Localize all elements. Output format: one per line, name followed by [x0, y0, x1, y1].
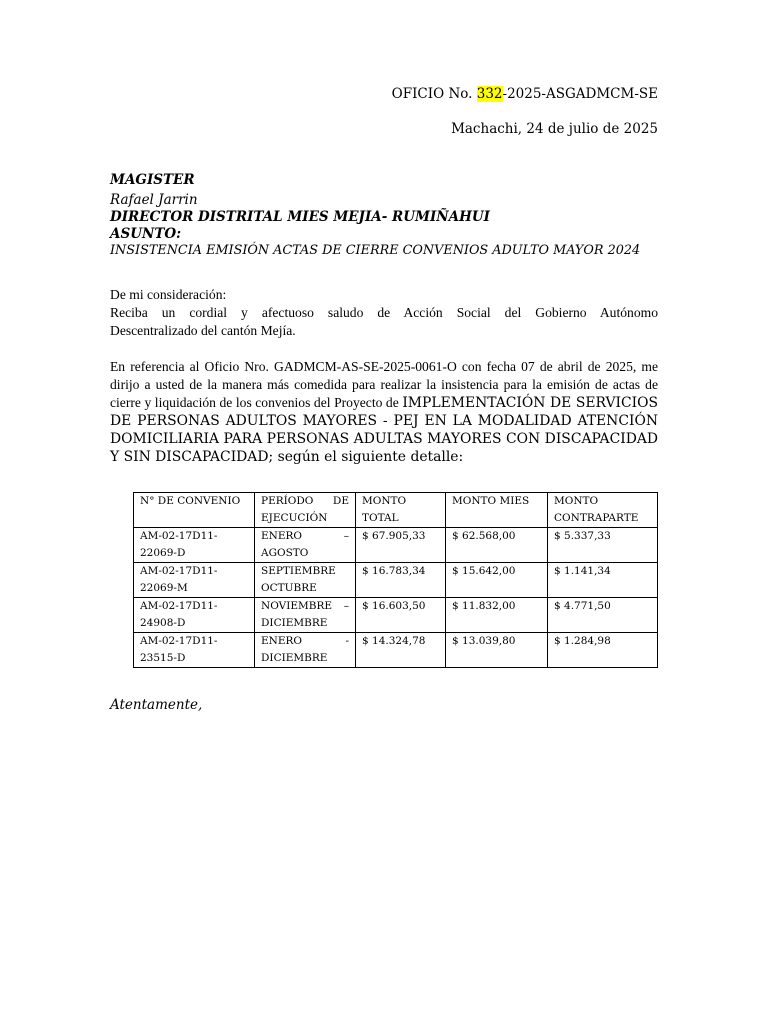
ref-prefix: OFICIO No. [391, 86, 477, 102]
cell-mies: $ 15.642,00 [446, 563, 548, 598]
table-row [134, 563, 658, 598]
date-line: Machachi, 24 de julio de 2025 [451, 121, 658, 137]
cell-counterpart: $ 4.771,50 [548, 598, 658, 633]
office-reference [392, 86, 658, 102]
cell-period: ENERO – AGOSTO [255, 528, 356, 563]
greeting-line-1: Reciba un cordial y afectuoso saludo de Acción Social del Gobierno Autónomo [110, 305, 658, 320]
cell-agreement-number: AM-02-17D11-22069-M [134, 563, 255, 598]
salutation: De mi consideración: [110, 287, 227, 302]
closing-text: Atentamente, [110, 697, 203, 713]
cell-total: $ 16.783,34 [356, 563, 446, 598]
cell-counterpart: $ 1.141,34 [548, 563, 658, 598]
cell-total: $ 14.324,78 [356, 633, 446, 668]
cell-mies: $ 13.039,80 [446, 633, 548, 668]
ref-suffix: -2025-ASGADMCM-SE [502, 86, 658, 102]
cell-agreement-number: AM-02-17D11-23515-D [134, 633, 255, 668]
table-header-row [134, 493, 658, 528]
greeting-paragraph [110, 286, 658, 340]
reference-text: En referencia al Oficio Nro. GADMCM-AS-SE-2025-0061-O con fecha 07 de abril de 2025, me dirijo a usted de la manera más comedida para realizar la insistencia para la emisión de actas de cierre y liquidación de los convenios del Proyecto de [110, 359, 658, 410]
table-row [134, 528, 658, 563]
greeting-line-2: Descentralizado del cantón Mejía. [110, 323, 296, 338]
cell-period: ENERO - DICIEMBRE [255, 633, 356, 668]
table-row [134, 598, 658, 633]
reference-paragraph [110, 358, 658, 466]
recipient-position: DIRECTOR DISTRITAL MIES MEJIA- RUMIÑAHUI [110, 209, 490, 225]
subject-label: ASUNTO: [110, 226, 182, 242]
cell-period: NOVIEMBRE – DICIEMBRE [255, 598, 356, 633]
header-mies-amount: MONTO MIES [446, 493, 548, 528]
cell-agreement-number: AM-02-17D11-24908-D [134, 598, 255, 633]
detail-intro: ; según el siguiente detalle: [268, 449, 464, 465]
header-counterpart-amount: MONTO CONTRAPARTE [548, 493, 658, 528]
agreements-table [133, 492, 658, 668]
ref-number-highlight: 332 [476, 86, 503, 102]
cell-agreement-number: AM-02-17D11-22069-D [134, 528, 255, 563]
header-agreement-number: N° DE CONVENIO [134, 493, 255, 528]
project-name: IMPLEMENTACIÓN DE SERVICIOS DE PERSONAS ADULTOS MAYORES - PEJ EN LA MODALIDAD ATENCIÓN DOMICILIARIA PARA PERSONAS ADULTAS MAYORES CON DISCAPACIDAD Y SIN DISCAPACIDAD [110, 395, 658, 465]
cell-total: $ 67.905,33 [356, 528, 446, 563]
header-total-amount: MONTO TOTAL [356, 493, 446, 528]
table-row [134, 633, 658, 668]
cell-counterpart: $ 1.284,98 [548, 633, 658, 668]
cell-total: $ 16.603,50 [356, 598, 446, 633]
header-execution-period: PERÍODO DE EJECUCIÓN [255, 493, 356, 528]
cell-counterpart: $ 5.337,33 [548, 528, 658, 563]
recipient-title: MAGISTER [110, 172, 195, 188]
cell-period: SEPTIEMBRE OCTUBRE [255, 563, 356, 598]
cell-mies: $ 62.568,00 [446, 528, 548, 563]
subject-text: INSISTENCIA EMISIÓN ACTAS DE CIERRE CONVENIOS ADULTO MAYOR 2024 [110, 243, 641, 258]
recipient-name: Rafael Jarrin [110, 192, 198, 208]
cell-mies: $ 11.832,00 [446, 598, 548, 633]
